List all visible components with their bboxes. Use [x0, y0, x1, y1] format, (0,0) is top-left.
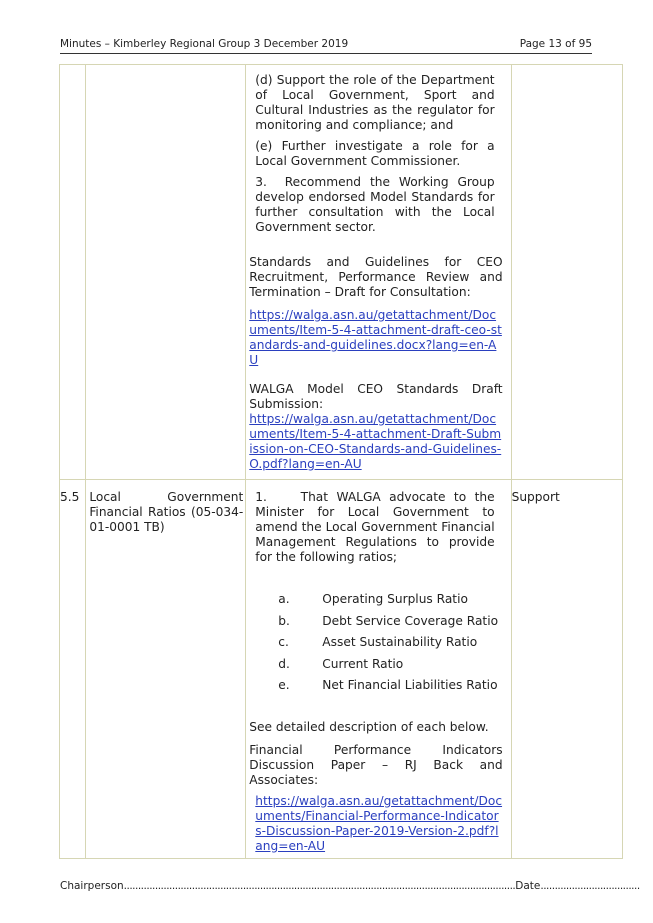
draft-standards-link[interactable]: https://walga.asn.au/getattachment/Documents/Item-5-4-attachment-draft-ceo-standards-and-guidelines.docx?lang=en-AU: [249, 308, 502, 367]
chairperson-label: Chairperson: [60, 880, 124, 892]
recommendation-cell: [246, 65, 511, 480]
row-number-cell: [60, 480, 86, 859]
list-marker: b.: [278, 613, 290, 628]
page-footer: [60, 880, 640, 892]
item-cell: [86, 65, 246, 480]
submission-link[interactable]: https://walga.asn.au/getattachment/Documents/Item-5-4-attachment-Draft-Submission-on-CEO-Standards-and-Guidelines-O.pdf?lang=en-AU: [249, 412, 502, 471]
list-item: [249, 657, 502, 672]
item-number: 5.5: [60, 490, 80, 504]
position-value: Support: [511, 490, 560, 504]
walga-submission-description: WALGA Model CEO Standards Draft Submission:: [249, 382, 503, 411]
list-marker: d.: [278, 656, 290, 671]
position-cell: [511, 65, 622, 480]
ratio-name: Net Financial Liabilities Ratio: [322, 678, 498, 692]
discussion-paper-description: Financial Performance Indicators Discussion Paper – RJ Back and Associates:: [249, 742, 503, 787]
list-item: [249, 678, 502, 693]
row-number-cell: [60, 65, 86, 480]
ratio-name: Operating Surplus Ratio: [322, 592, 468, 606]
item-title: Local Government Financial Ratios (05-034-01-0001 TB): [89, 490, 244, 534]
ratio-list: [249, 592, 502, 693]
date-line: ...................................: [540, 880, 640, 892]
recommendation-1: 1. That WALGA advocate to the Minister for Local Government to amend the Local Government Financial Management Regulations to provide for the following ratios;: [255, 490, 499, 564]
position-cell: [511, 480, 622, 859]
date-label: Date: [515, 880, 541, 892]
minutes-table: [59, 64, 623, 859]
page-header: [60, 38, 592, 54]
item-cell: [86, 480, 246, 859]
ratio-name: Current Ratio: [322, 656, 404, 671]
document-title: Minutes – Kimberley Regional Group 3 December 2019: [60, 38, 349, 50]
ratio-name: Debt Service Coverage Ratio: [322, 613, 499, 628]
list-marker: a.: [278, 592, 290, 606]
discussion-paper-link[interactable]: https://walga.asn.au/getattachment/Documents/Financial-Performance-Indicators-Discussion-Paper-2019-Version-2.pdf?lang=en-AU: [255, 793, 503, 853]
list-item: [249, 592, 502, 607]
table-row: [60, 65, 623, 480]
list-item: [249, 614, 502, 629]
see-description: See detailed description of each below.: [249, 719, 489, 734]
list-marker: e.: [278, 678, 290, 692]
recommendation-e: (e) Further investigate a role for a Local Government Commissioner.: [255, 139, 495, 168]
signature-line: ..........................................................................................................................................: [123, 880, 516, 892]
ratio-name: Asset Sustainability Ratio: [322, 635, 478, 649]
list-marker: c.: [278, 635, 289, 649]
recommendation-cell: [246, 480, 511, 859]
list-item: [249, 635, 502, 650]
recommendation-d: (d) Support the role of the Department of Local Government, Sport and Cultural Industries as the regulator for monitoring and compliance; and: [255, 73, 495, 132]
recommendation-3: 3. Recommend the Working Group develop endorsed Model Standards for further consultation with the Local Government sector.: [255, 175, 499, 234]
page-number: Page 13 of 95: [519, 38, 592, 50]
standards-description: Standards and Guidelines for CEO Recruitment, Performance Review and Termination – Draft for Consultation:: [249, 255, 503, 299]
table-row: [60, 480, 623, 859]
